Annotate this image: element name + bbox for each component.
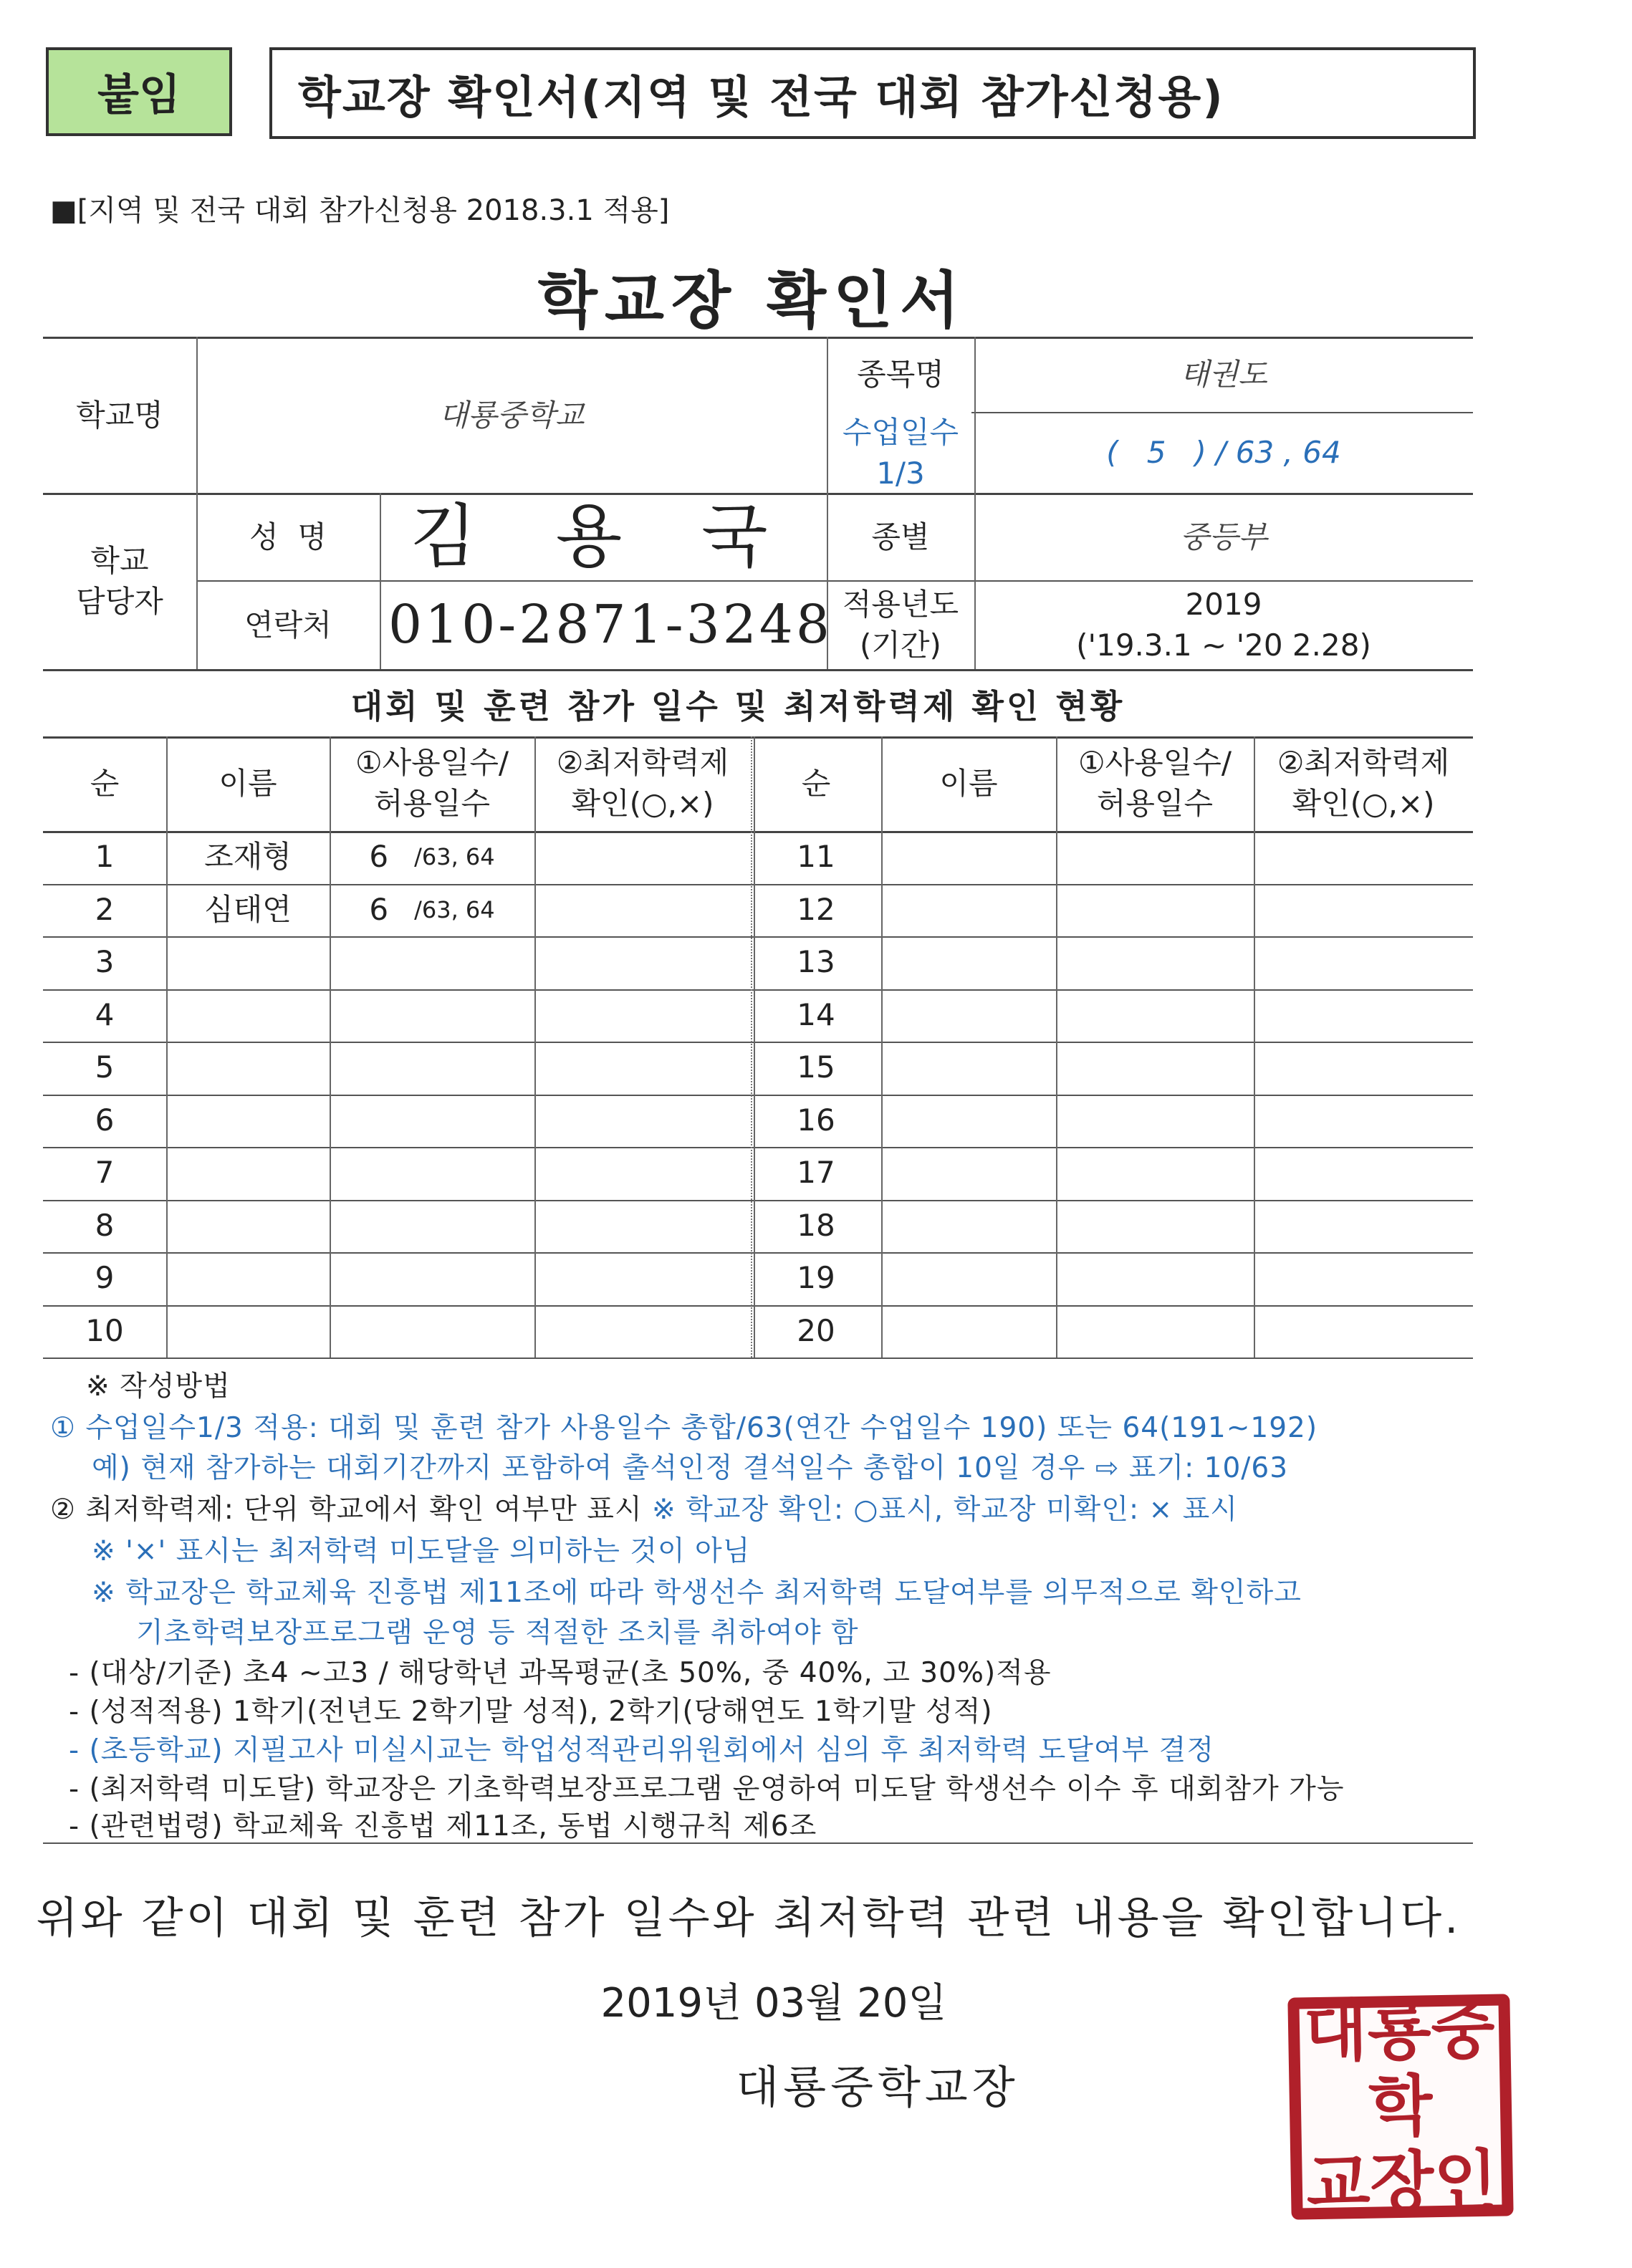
row-days: [331, 832, 533, 883]
row-grade: [536, 885, 749, 936]
row-days: [331, 938, 533, 988]
row-number: 15: [797, 1049, 835, 1085]
header-no-right: 순: [801, 765, 831, 801]
top-note: ■[지역 및 전국 대회 참가신청용 2018.3.1 적용]: [50, 194, 670, 227]
row-name: [168, 1096, 328, 1146]
row-name: [883, 1096, 1055, 1146]
event-value: 태권도: [1180, 357, 1267, 393]
row-name: [168, 991, 328, 1041]
principal-signature: 대룡중학교장: [736, 2061, 1019, 2113]
instruction-line-11: - (관련법령) 학교체육 진흥법 제11조, 동법 시행규칙 제6조: [69, 1810, 817, 1842]
instruction-line-7: - (대상/기준) 초4 ~고3 / 해당학년 과목평균(초 50%, 중 40%, 고 30%)적용: [69, 1657, 1052, 1689]
event-label: 종목명: [857, 357, 944, 393]
allowed-days: /63, 64: [414, 843, 495, 871]
row-number: 17: [797, 1155, 835, 1191]
used-days: 6: [369, 891, 389, 927]
row-grade: [1255, 885, 1472, 936]
header-name-left: 이름: [219, 765, 277, 801]
category-label: 종별: [871, 519, 930, 554]
row-days: [331, 1201, 533, 1251]
row-number: 14: [797, 996, 835, 1032]
manager-label: 학교 담당자: [76, 543, 163, 619]
row-days: [1057, 1307, 1252, 1357]
row-grade: [536, 1148, 749, 1198]
row-days: [331, 1307, 533, 1357]
contact-handwritten: 010-2871-3248: [388, 594, 832, 656]
instruction-line-4: ※ '×' 표시는 최저학력 미도달을 의미하는 것이 아님: [92, 1535, 751, 1567]
row-grade: [1255, 938, 1472, 988]
row-grade: [536, 1307, 749, 1357]
row-grade: [1255, 832, 1472, 883]
row-name: [883, 1254, 1055, 1304]
instruction-line-10: - (최저학력 미도달) 학교장은 기초학력보장프로그램 운영하여 미도달 학생선수 이수 후 대회참가 가능: [69, 1773, 1345, 1805]
contact-label: 연락처: [244, 607, 332, 643]
header-title: 학교장 확인서(지역 및 전국 대회 참가신청용): [269, 47, 1476, 139]
row-grade: [536, 1096, 749, 1146]
row-number: 20: [797, 1312, 835, 1348]
row-grade: [1255, 1096, 1472, 1146]
instructions-heading: ※ 작성방법: [86, 1370, 231, 1403]
row-number: 6: [95, 1102, 115, 1138]
document-title: 학교장 확인서: [537, 265, 967, 337]
category-value: 중등부: [1180, 519, 1267, 554]
row-name: [883, 991, 1055, 1041]
row-name: [883, 1201, 1055, 1251]
school-name-value: 대룡중학교: [438, 397, 585, 433]
row-days: [331, 1043, 533, 1093]
row-name: [168, 1307, 328, 1357]
row-days: [331, 1254, 533, 1304]
header-grade-right: ②최저학력제 확인(○,×): [1277, 745, 1450, 821]
row-name: [883, 1148, 1055, 1198]
row-days: [1057, 1148, 1252, 1198]
row-grade: [1255, 1254, 1472, 1304]
row-number: 4: [95, 996, 115, 1032]
row-number: 2: [95, 891, 115, 927]
year-value: 2019 ('19.3.1 ~ '20 2.28): [1076, 587, 1371, 663]
row-name: [168, 1254, 328, 1304]
row-number: 16: [797, 1102, 835, 1138]
row-grade: [536, 938, 749, 988]
row-grade: [536, 1254, 749, 1304]
days-value: ( 5 ) / 63 , 64: [1106, 435, 1341, 471]
row-name: [883, 1307, 1055, 1357]
row-number: 19: [797, 1260, 835, 1296]
header-name-right: 이름: [939, 765, 998, 801]
row-name: 조재형: [204, 839, 292, 875]
instruction-line-9: - (초등학교) 지필고사 미실시교는 학업성적관리위원회에서 심의 후 최저학력 도달여부 결정: [69, 1734, 1215, 1767]
instruction-line-6: 기초학력보장프로그램 운영 등 적절한 조치를 취하여야 함: [136, 1617, 859, 1649]
row-days: [1057, 1043, 1252, 1093]
row-number: 12: [797, 891, 835, 927]
row-name: [168, 938, 328, 988]
row-name: [883, 938, 1055, 988]
row-grade: [536, 832, 749, 883]
row-number: 7: [95, 1155, 115, 1191]
name-label: 성 명: [249, 519, 327, 554]
row-days: [331, 1148, 533, 1198]
row-number: 13: [797, 944, 835, 980]
days-label: 수업일수 1/3: [842, 414, 959, 491]
row-days: [331, 991, 533, 1041]
row-name: [883, 885, 1055, 936]
row-number: 18: [797, 1207, 835, 1243]
row-name: [168, 1043, 328, 1093]
row-number: 3: [95, 944, 115, 980]
row-name: 심태연: [204, 891, 292, 927]
header-grade-left: ②최저학력제 확인(○,×): [556, 745, 729, 821]
row-days: [331, 885, 533, 936]
instruction-line-2: 예) 현재 참가하는 대회기간까지 포함하여 출석인정 결석일수 총합이 10일 경우 ⇨ 표기: 10/63: [92, 1452, 1289, 1484]
attachment-tag: 붙임: [46, 47, 232, 136]
row-number: 5: [95, 1049, 115, 1085]
instruction-line-8: - (성적적용) 1학기(전년도 2학기말 성적), 2학기(당해연도 1학기말 성적): [69, 1696, 993, 1728]
year-label: 적용년도 (기간): [842, 587, 959, 663]
closing-statement: 위와 같이 대회 및 훈련 참가 일수와 최저학력 관련 내용을 확인합니다.: [36, 1893, 1461, 1943]
row-days: [1057, 832, 1252, 883]
row-number: 9: [95, 1260, 115, 1296]
row-number: 10: [85, 1312, 124, 1348]
row-number: 8: [95, 1207, 115, 1243]
header-days-right: ①사용일수/ 허용일수: [1077, 745, 1232, 821]
date: 2019년 03월 20일: [600, 1980, 947, 2027]
row-name: [883, 832, 1055, 883]
row-number: 11: [797, 839, 835, 875]
row-grade: [1255, 1201, 1472, 1251]
row-name: [168, 1148, 328, 1198]
row-days: [1057, 938, 1252, 988]
row-grade: [536, 1043, 749, 1093]
row-name: [168, 1201, 328, 1251]
row-days: [1057, 991, 1252, 1041]
row-days: [331, 1096, 533, 1146]
row-grade: [536, 991, 749, 1041]
row-days: [1057, 1201, 1252, 1251]
instruction-line-3a: ② 최저학력제: 단위 학교에서 확인 여부만 표시: [50, 1494, 653, 1526]
row-grade: [1255, 1148, 1472, 1198]
row-grade: [1255, 1307, 1472, 1357]
row-number: 1: [95, 839, 115, 875]
instruction-line-3b: ※ 학교장 확인: ○표시, 학교장 미확인: × 표시: [652, 1494, 1238, 1526]
row-days: [1057, 1096, 1252, 1146]
row-days: [1057, 1254, 1252, 1304]
allowed-days: /63, 64: [414, 895, 495, 923]
header-days-left: ①사용일수/ 허용일수: [355, 745, 509, 821]
row-grade: [1255, 1043, 1472, 1093]
used-days: 6: [369, 839, 389, 875]
instruction-line-5: ※ 학교장은 학교체육 진흥법 제11조에 따라 학생선수 최저학력 도달여부를 의무적으로 확인하고: [92, 1577, 1302, 1609]
school-seal-stamp: 대룡중학 교장인: [1287, 1994, 1513, 2219]
header-no-left: 순: [90, 765, 120, 801]
row-grade: [536, 1201, 749, 1251]
row-name: [883, 1043, 1055, 1093]
manager-name-handwritten: 김 용 국: [410, 496, 797, 577]
instruction-line-1: ① 수업일수1/3 적용: 대회 및 훈련 참가 사용일수 총합/63(연간 수업일수 190) 또는 64(191~192): [50, 1412, 1318, 1444]
instruction-line-3: [50, 1487, 1238, 1527]
row-grade: [1255, 991, 1472, 1041]
school-name-label: 학교명: [76, 397, 163, 433]
row-days: [1057, 885, 1252, 936]
section-title: 대회 및 훈련 참가 일수 및 최저학력제 확인 현황: [350, 687, 1125, 726]
